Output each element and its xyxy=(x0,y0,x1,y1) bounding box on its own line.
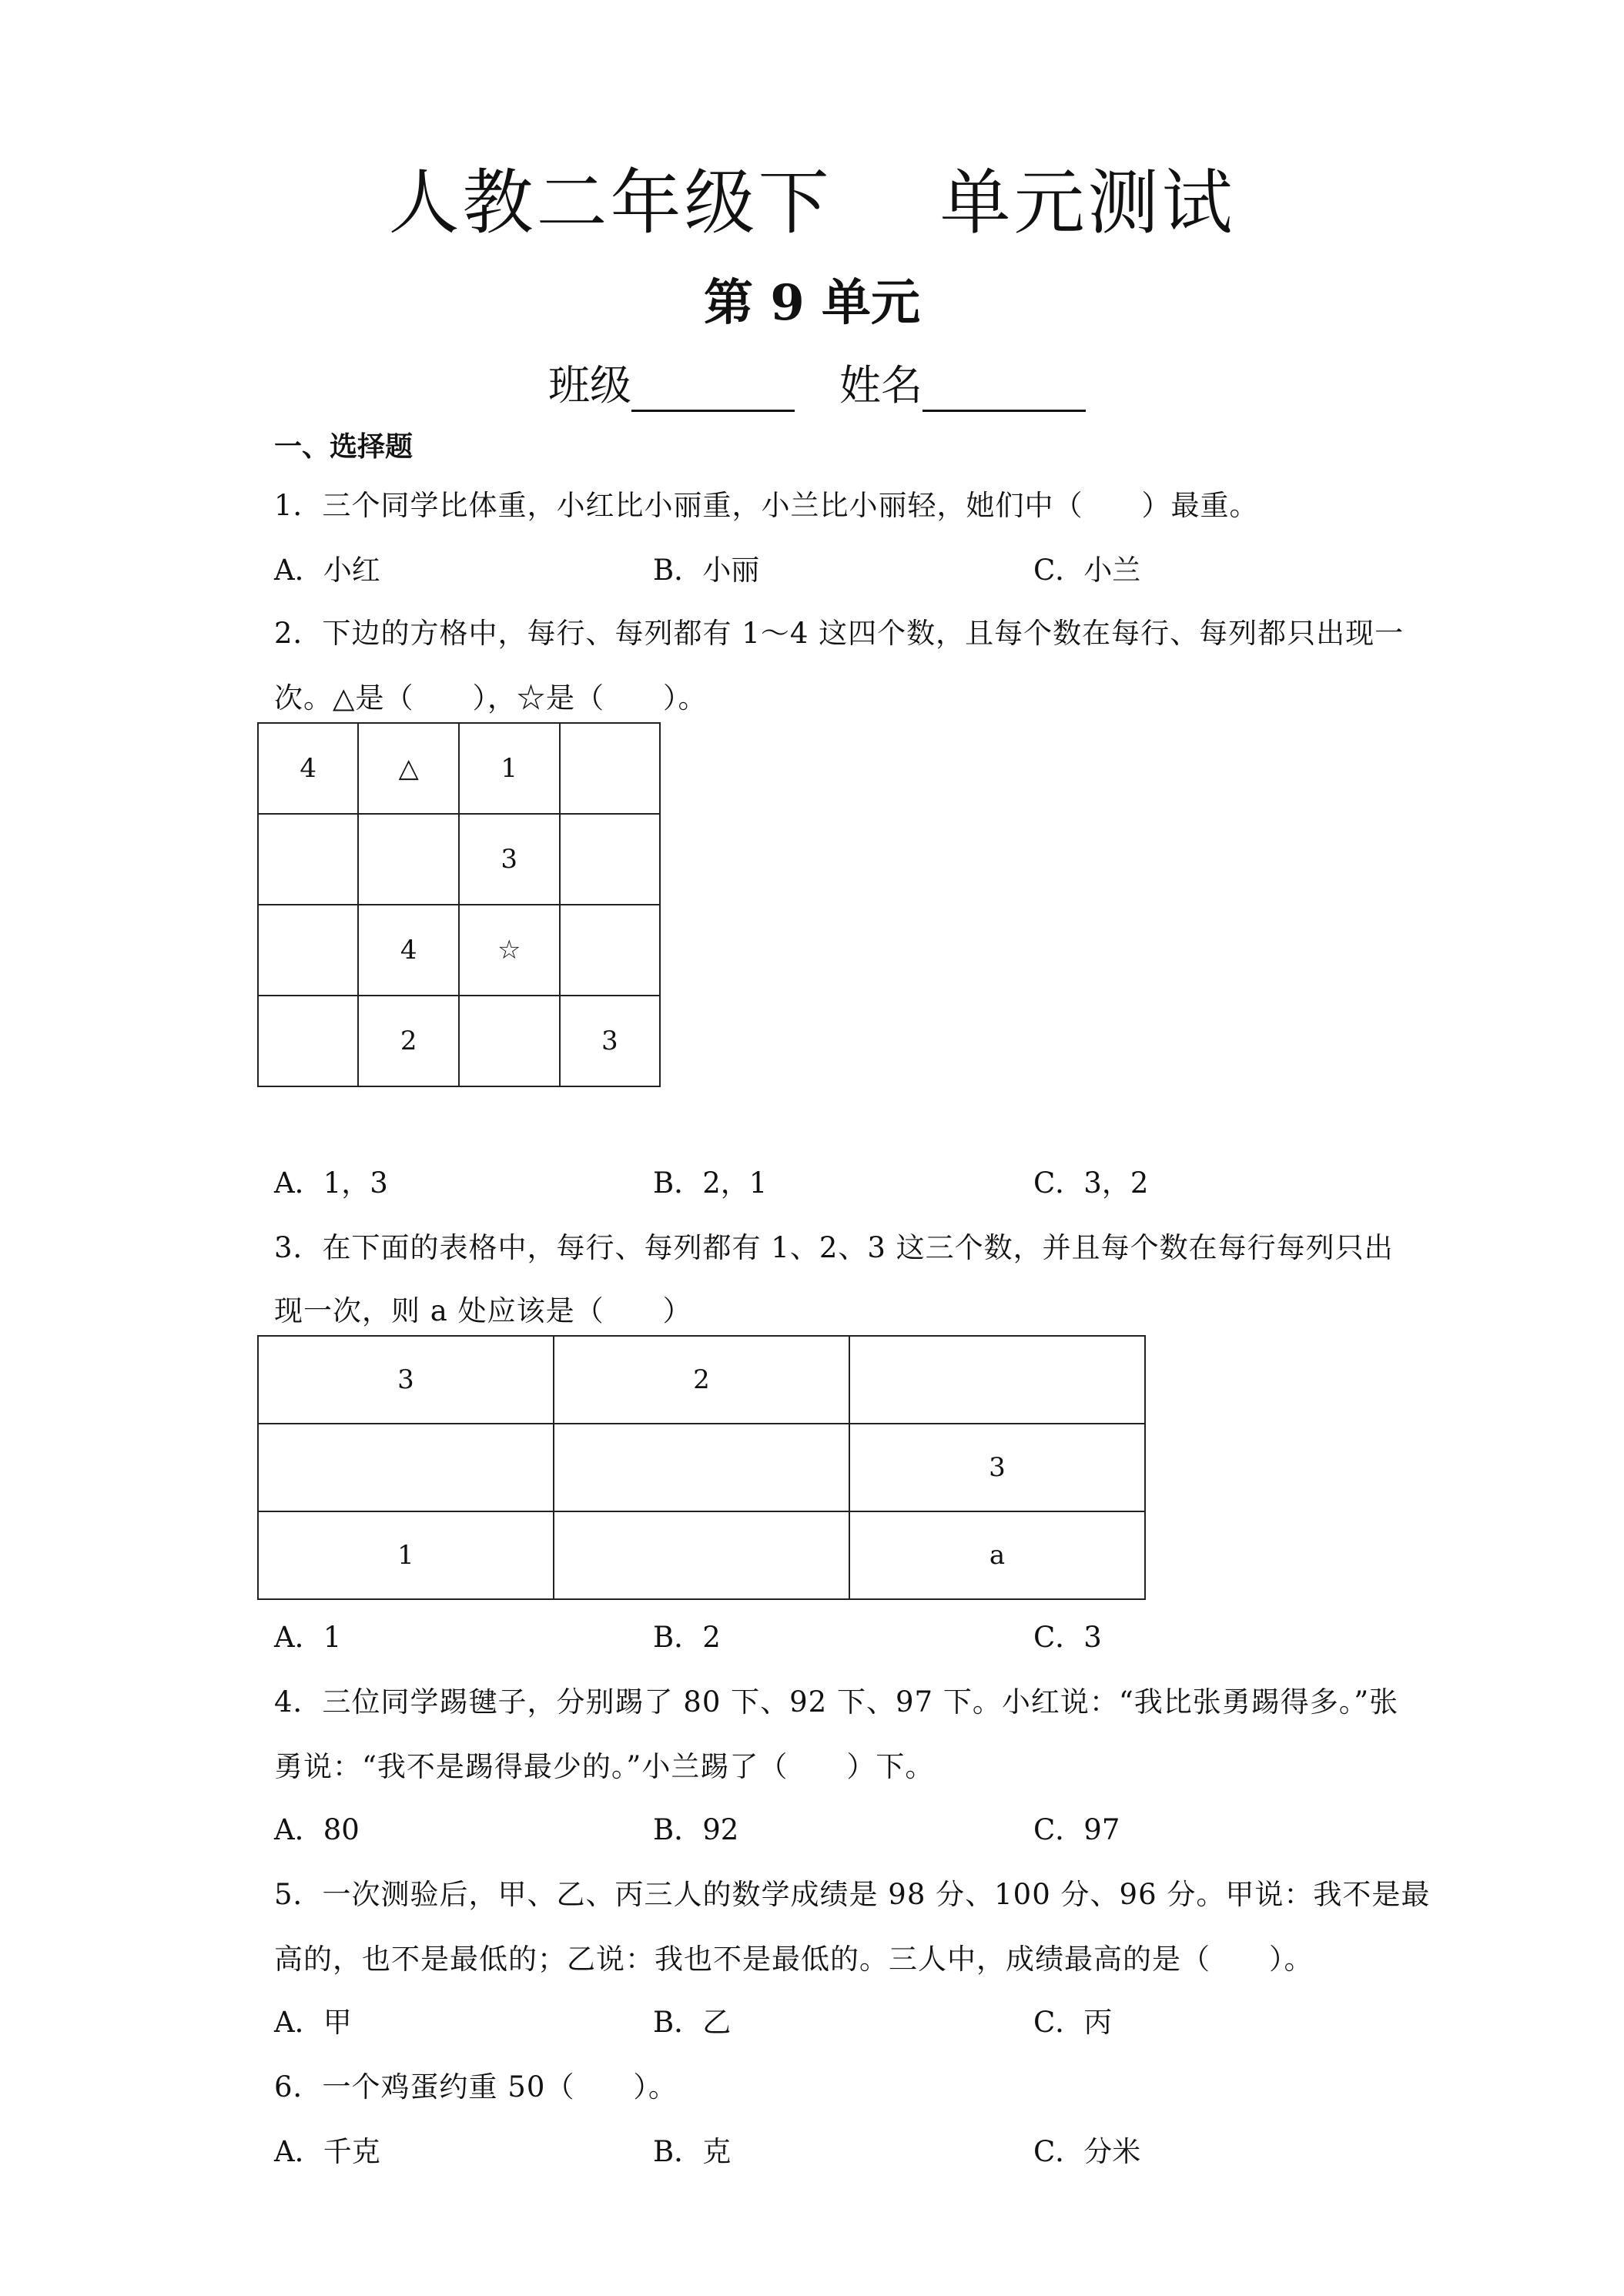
grid-cell: 1 xyxy=(258,1511,554,1599)
grid-row xyxy=(258,905,660,996)
grid-cell: 1 xyxy=(459,723,560,814)
question-3-line-1: 3．在下面的表格中，每行、每列都有 1、2、3 这三个数，并且每个数在每行每列只出 xyxy=(274,1231,1394,1264)
q6-option-c: C．分米 xyxy=(1033,2135,1141,2168)
grid-cell: a xyxy=(849,1511,1145,1599)
grid-cell xyxy=(258,996,358,1086)
grid-row xyxy=(258,1336,1145,1424)
page-title xyxy=(0,146,1624,248)
q2-option-b: B．2，1 xyxy=(653,1166,768,1200)
grid-cell xyxy=(459,996,560,1086)
q4-option-a: A．80 xyxy=(274,1813,360,1846)
grid-cell xyxy=(258,905,358,996)
question-3-line-2: 现一次，则 a 处应该是（ ） xyxy=(274,1294,692,1327)
question-4-line-2: 勇说：“我不是踢得最少的。”小兰踢了（ ）下。 xyxy=(274,1750,935,1783)
grid-cell xyxy=(560,814,660,905)
grid-cell xyxy=(849,1336,1145,1424)
question-2-line-1: 2．下边的方格中，每行、每列都有 1～4 这四个数，且每个数在每行、每列都只出现一 xyxy=(274,617,1405,650)
q3-option-b: B．2 xyxy=(653,1621,721,1654)
name-blank[interactable] xyxy=(922,365,1086,412)
grid-row xyxy=(258,996,660,1086)
grid-row xyxy=(258,814,660,905)
question-2-line-2: 次。△是（ ），☆是（ ）。 xyxy=(274,681,708,715)
question-4-line-1: 4．三位同学踢毽子，分别踢了 80 下、92 下、97 下。小红说：“我比张勇踢得多。”张 xyxy=(274,1685,1399,1719)
grid-cell: 4 xyxy=(358,905,459,996)
q2-option-a: A．1，3 xyxy=(274,1166,388,1200)
q1-option-a: A．小红 xyxy=(274,554,380,587)
q2-grid xyxy=(257,722,661,1087)
question-5-line-1: 5．一次测验后，甲、乙、丙三人的数学成绩是 98 分、100 分、96 分。甲说：我不是最 xyxy=(274,1878,1431,1911)
grid-cell xyxy=(560,905,660,996)
q5-option-a: A．甲 xyxy=(274,2006,352,2039)
q4-option-c: C．97 xyxy=(1033,1813,1120,1846)
student-info-line xyxy=(548,353,1086,412)
section-title: 一、选择题 xyxy=(274,430,414,463)
grid-cell: 2 xyxy=(554,1336,849,1424)
class-blank[interactable] xyxy=(631,365,795,412)
q4-option-b: B．92 xyxy=(653,1813,739,1846)
q5-option-b: B．乙 xyxy=(653,2006,732,2039)
grid-row xyxy=(258,723,660,814)
grid-cell xyxy=(554,1424,849,1511)
question-5-line-2: 高的，也不是最低的；乙说：我也不是最低的。三人中，成绩最高的是（ ）。 xyxy=(274,1943,1314,1976)
grid-cell xyxy=(258,1424,554,1511)
grid-cell: ☆ xyxy=(459,905,560,996)
grid-cell xyxy=(258,814,358,905)
grid-cell xyxy=(560,723,660,814)
question-1-line-1: 1．三个同学比体重，小红比小丽重，小兰比小丽轻，她们中（ ）最重。 xyxy=(274,489,1259,522)
class-label: 班级 xyxy=(548,361,631,410)
q6-option-a: A．千克 xyxy=(274,2135,380,2168)
grid-cell: △ xyxy=(358,723,459,814)
q3-option-c: C．3 xyxy=(1033,1621,1102,1654)
q6-option-b: B．克 xyxy=(653,2135,732,2168)
grid-cell: 3 xyxy=(258,1336,554,1424)
q3-grid xyxy=(257,1335,1146,1600)
grid-cell xyxy=(554,1511,849,1599)
grid-cell: 2 xyxy=(358,996,459,1086)
q1-option-b: B．小丽 xyxy=(653,554,760,587)
grid-cell: 3 xyxy=(849,1424,1145,1511)
q3-option-a: A．1 xyxy=(274,1621,342,1654)
grid-cell: 4 xyxy=(258,723,358,814)
title-part-1: 人教二年级下 xyxy=(388,162,832,244)
grid-row xyxy=(258,1511,1145,1599)
grid-row xyxy=(258,1424,1145,1511)
title-part-2: 单元测试 xyxy=(939,162,1236,244)
grid-cell: 3 xyxy=(459,814,560,905)
q5-option-c: C．丙 xyxy=(1033,2006,1113,2039)
grid-cell xyxy=(358,814,459,905)
question-6-line-1: 6．一个鸡蛋约重 50（ ）。 xyxy=(274,2070,678,2104)
name-label: 姓名 xyxy=(839,361,922,410)
q1-option-c: C．小兰 xyxy=(1033,554,1141,587)
q2-option-c: C．3，2 xyxy=(1033,1166,1149,1200)
unit-subtitle: 第 9 单元 xyxy=(703,274,921,332)
grid-cell: 3 xyxy=(560,996,660,1086)
